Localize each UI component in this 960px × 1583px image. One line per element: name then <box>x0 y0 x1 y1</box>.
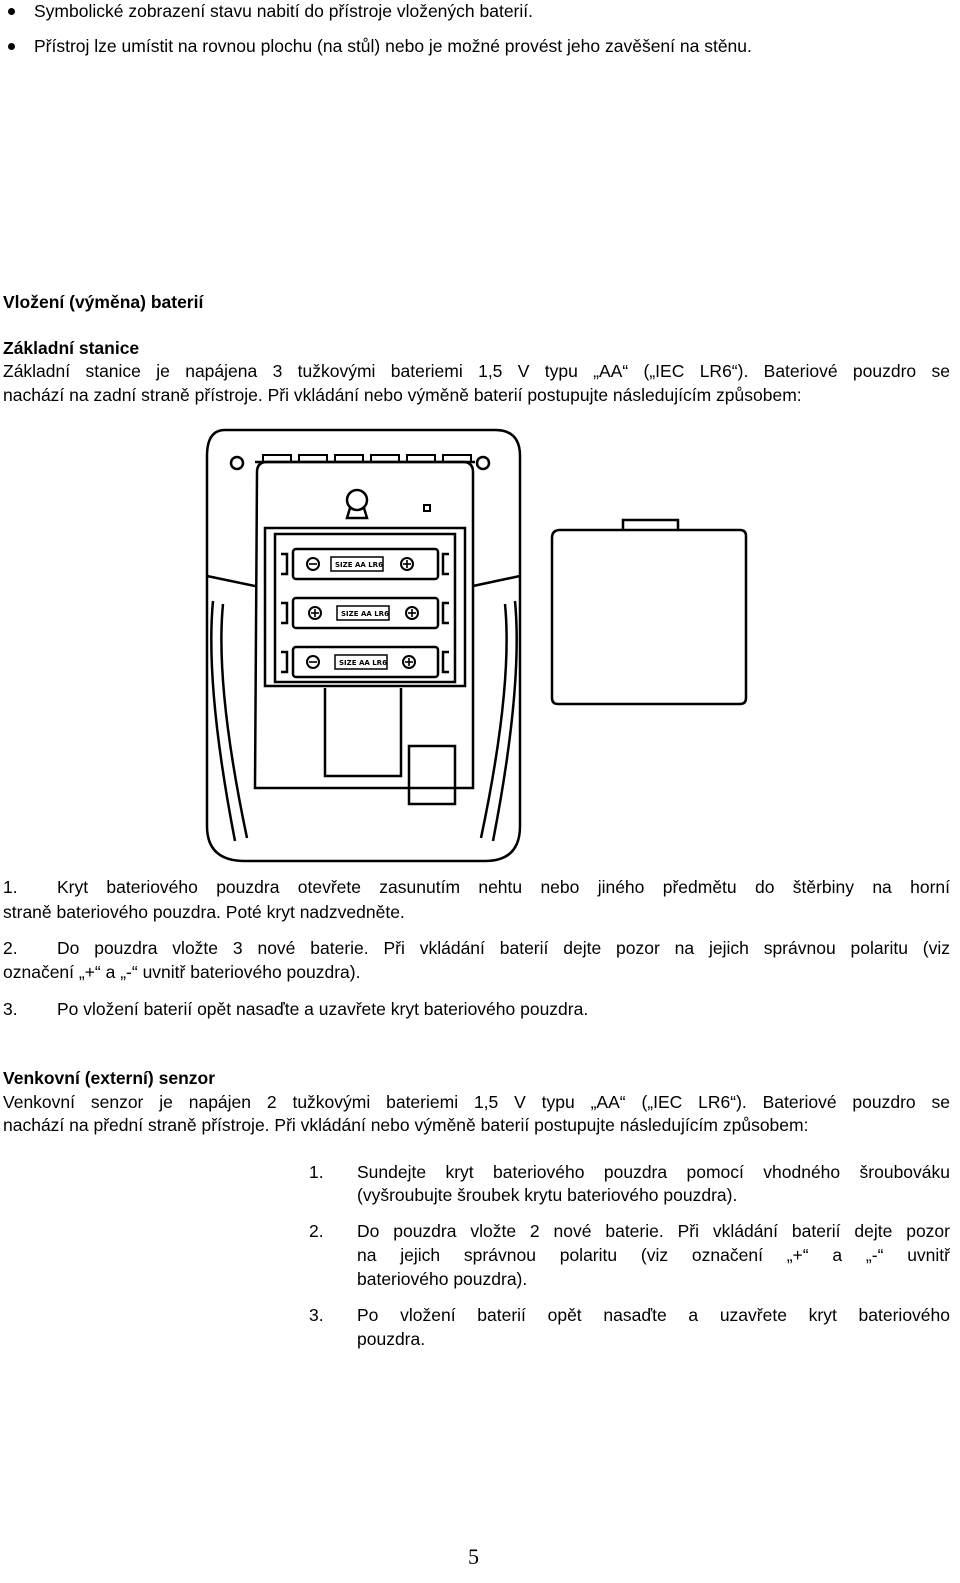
step-text: straně bateriového pouzdra. Poté kryt nadzvedněte. <box>3 902 405 922</box>
bullet-text: Přístroj lze umístit na rovnou plochu (na stůl) nebo je možné provést jeho zavěšení na stěnu. <box>34 36 752 56</box>
step-number: 2. <box>309 1221 324 1241</box>
battery-label: SIZE AA LR6 <box>341 610 389 618</box>
page-number: 5 <box>468 1544 479 1569</box>
step-text: Do pouzdra vložte 2 nové baterie. Při vkládání baterií dejte pozor <box>357 1221 950 1241</box>
step-text: Sundejte kryt bateriového pouzdra pomocí vhodného šroubováku <box>357 1162 950 1182</box>
step-number: 3. <box>309 1305 324 1325</box>
step-text: Kryt bateriového pouzdra otevřete zasunutím nehtu nebo jiného předmětu do štěrbiny na horní <box>57 877 950 897</box>
step-number: 2. <box>3 938 18 958</box>
step-text: Po vložení baterií opět nasaďte a uzavřete kryt bateriového <box>357 1305 950 1325</box>
step-text: (vyšroubujte šroubek krytu bateriového pouzdra). <box>357 1185 738 1205</box>
bullet-text: Symbolické zobrazení stavu nabití do přístroje vložených baterií. <box>34 1 533 21</box>
step-number: 3. <box>3 999 18 1019</box>
step-number: 1. <box>309 1162 324 1182</box>
step-text: Po vložení baterií opět nasaďte a uzavřete kryt bateriového pouzdra. <box>57 999 589 1019</box>
bullet-dot <box>8 43 15 50</box>
paragraph-line: nachází na zadní straně přístroje. Při vkládání nebo výměně baterií postupujte následujícím způsobem: <box>3 385 802 405</box>
step-number: 1. <box>3 877 18 897</box>
step-text: Do pouzdra vložte 3 nové baterie. Při vkládání baterií dejte pozor na jejich správnou polaritu (viz <box>57 938 950 958</box>
step-text: na jejich správnou polaritu (viz označení „+“ a „-“ uvnitř <box>357 1245 950 1265</box>
step-text: pouzdra. <box>357 1329 426 1349</box>
battery-label: SIZE AA LR6 <box>335 561 383 569</box>
paragraph-line: Venkovní senzor je napájen 2 tužkovými bateriemi 1,5 V typu „AA“ („IEC LR6“). Bateriové pouzdro se <box>3 1092 950 1112</box>
step-text: bateriového pouzdra). <box>357 1269 528 1289</box>
base-station-back-diagram <box>195 426 535 866</box>
battery-cover-diagram <box>548 516 758 716</box>
section-heading: Vložení (výměna) baterií <box>3 292 204 312</box>
step-text: označení „+“ a „-“ uvnitř bateriového pouzdra). <box>3 962 361 982</box>
bullet-dot <box>8 8 15 15</box>
battery-label: SIZE AA LR6 <box>339 659 387 667</box>
paragraph-line: nachází na přední straně přístroje. Při vkládání nebo výměně baterií postupujte následujícím způsobem: <box>3 1115 809 1135</box>
paragraph-line: Základní stanice je napájena 3 tužkovými bateriemi 1,5 V typu „AA“ („IEC LR6“). Bateriové pouzdro se <box>3 361 950 381</box>
section-heading: Venkovní (externí) senzor <box>3 1068 216 1088</box>
section-subheading: Základní stanice <box>3 338 140 358</box>
